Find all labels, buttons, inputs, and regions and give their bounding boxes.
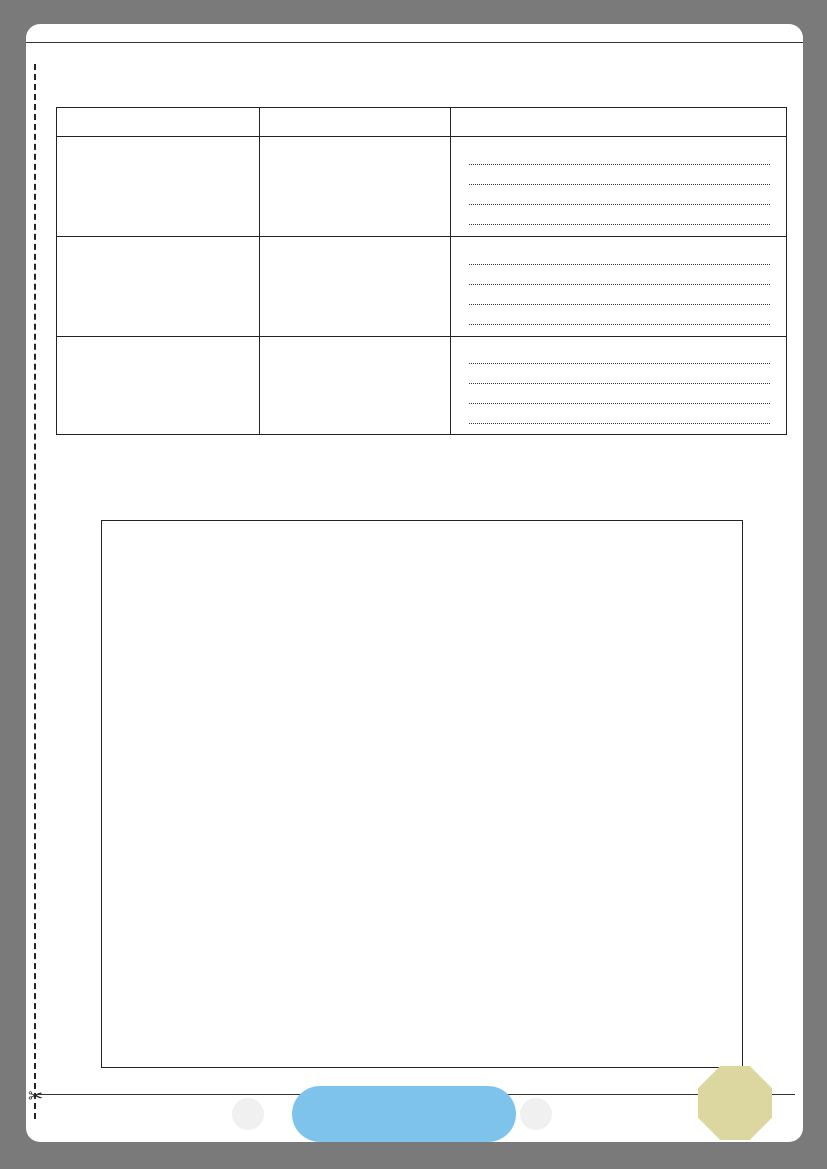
table-header-row	[57, 108, 787, 137]
cut-line	[34, 64, 36, 1119]
result-cell	[260, 237, 451, 337]
experience-cell	[57, 237, 260, 337]
experiments-table	[56, 107, 787, 435]
experience-cell	[57, 137, 260, 237]
result-cell	[260, 337, 451, 435]
page-header	[26, 24, 803, 43]
conclusion-cell[interactable]	[451, 137, 787, 237]
table-row	[57, 337, 787, 435]
table-row	[57, 137, 787, 237]
table-row	[57, 237, 787, 337]
bacmath-badge	[698, 1066, 772, 1140]
book-logo-icon	[232, 1098, 264, 1130]
site-banner[interactable]	[292, 1086, 516, 1142]
conclusion-cell[interactable]	[451, 337, 787, 435]
col-header	[260, 108, 451, 137]
worksheet-page	[26, 24, 803, 1142]
col-header	[57, 108, 260, 137]
col-header	[451, 108, 787, 137]
result-cell	[260, 137, 451, 237]
book-logo-icon	[520, 1098, 552, 1130]
scissors-icon: ✂	[28, 1086, 44, 1106]
conclusion-cell[interactable]	[451, 237, 787, 337]
experience-cell	[57, 337, 260, 435]
chart-canvas	[102, 521, 742, 1067]
hormone-chart	[101, 520, 743, 1068]
